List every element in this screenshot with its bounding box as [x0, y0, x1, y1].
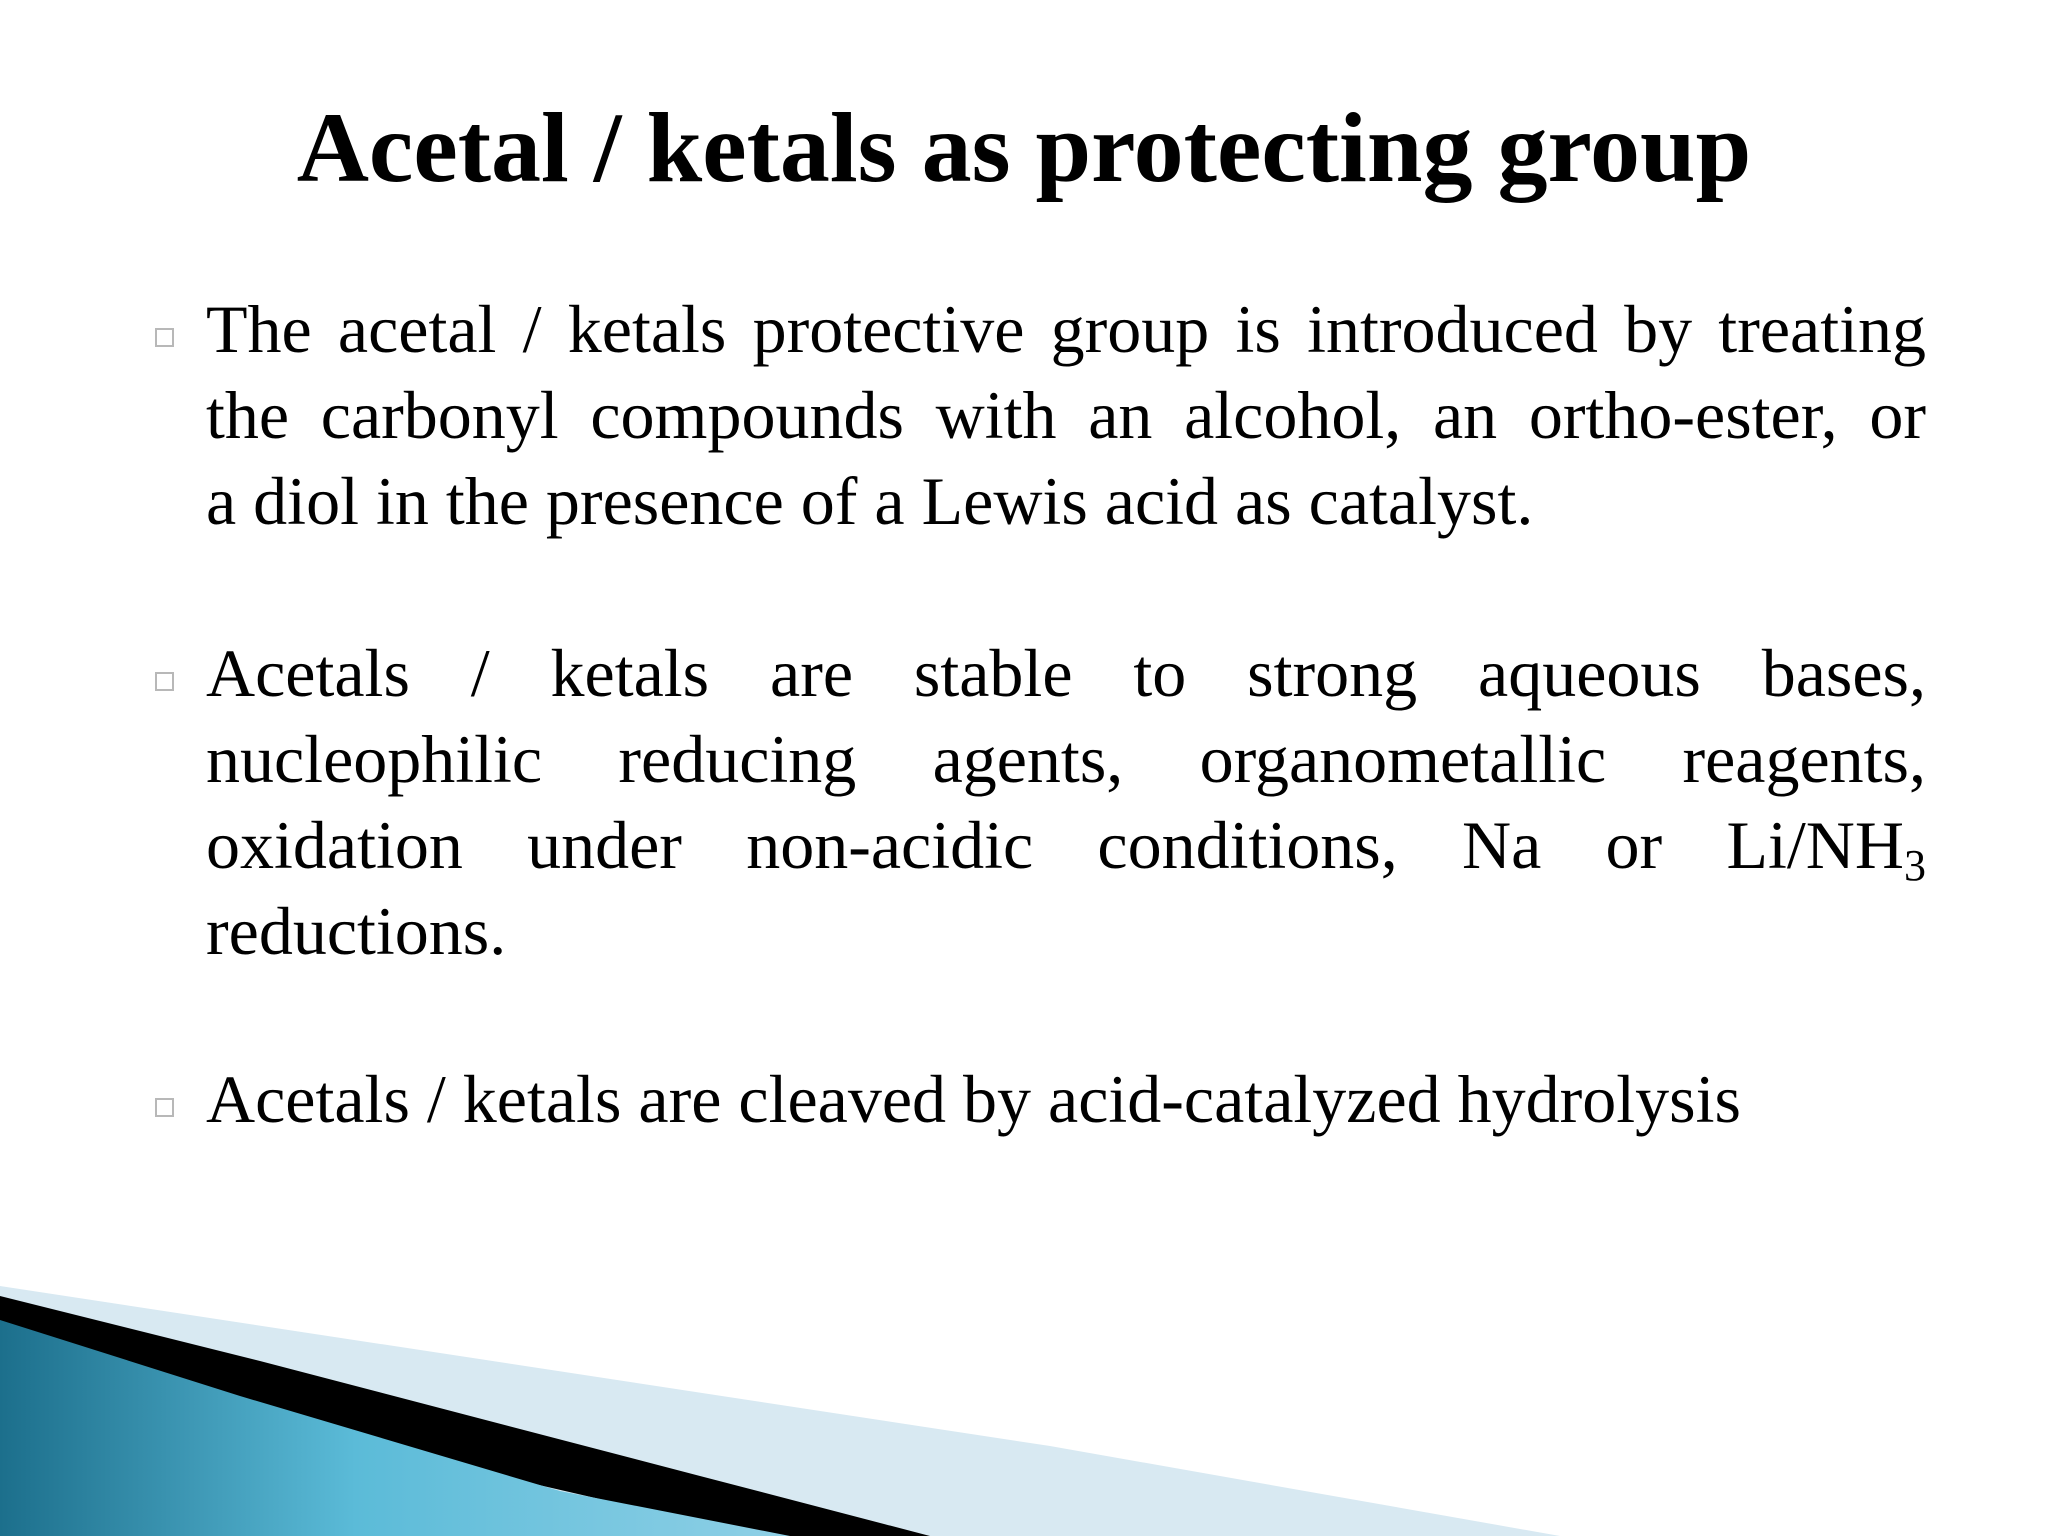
hollow-square-bullet-icon [155, 328, 174, 347]
bullet-line: Acetals / ketals are stable to strong aqueous bases, [206, 635, 1926, 711]
bullet-item-3 [206, 1056, 1926, 1142]
bullet-item-1 [206, 286, 1926, 544]
hollow-square-bullet-icon [155, 1098, 174, 1117]
bullet-item-2 [206, 630, 1926, 974]
bullet-line: Acetals / ketals are cleaved by acid-catalyzed hydrolysis [206, 1061, 1741, 1137]
bullet-line-text: oxidation under non-acidic conditions, Na or Li/NH [206, 807, 1904, 883]
bullet-line: a diol in the presence of a Lewis acid as catalyst. [206, 463, 1534, 539]
bullet-line: The acetal / ketals protective group is introduced by treating [206, 291, 1926, 367]
hollow-square-bullet-icon [155, 672, 174, 691]
slide-title: Acetal / ketals as protecting group [296, 92, 1752, 203]
bullet-line: nucleophilic reducing agents, organometallic reagents, [206, 721, 1926, 797]
bullet-line: the carbonyl compounds with an alcohol, an ortho-ester, or [206, 377, 1926, 453]
subscript: 3 [1904, 841, 1926, 890]
decorative-wave [0, 1276, 2048, 1536]
bullet-line: reductions. [206, 893, 507, 969]
bullet-line-with-subscript [206, 802, 1926, 888]
